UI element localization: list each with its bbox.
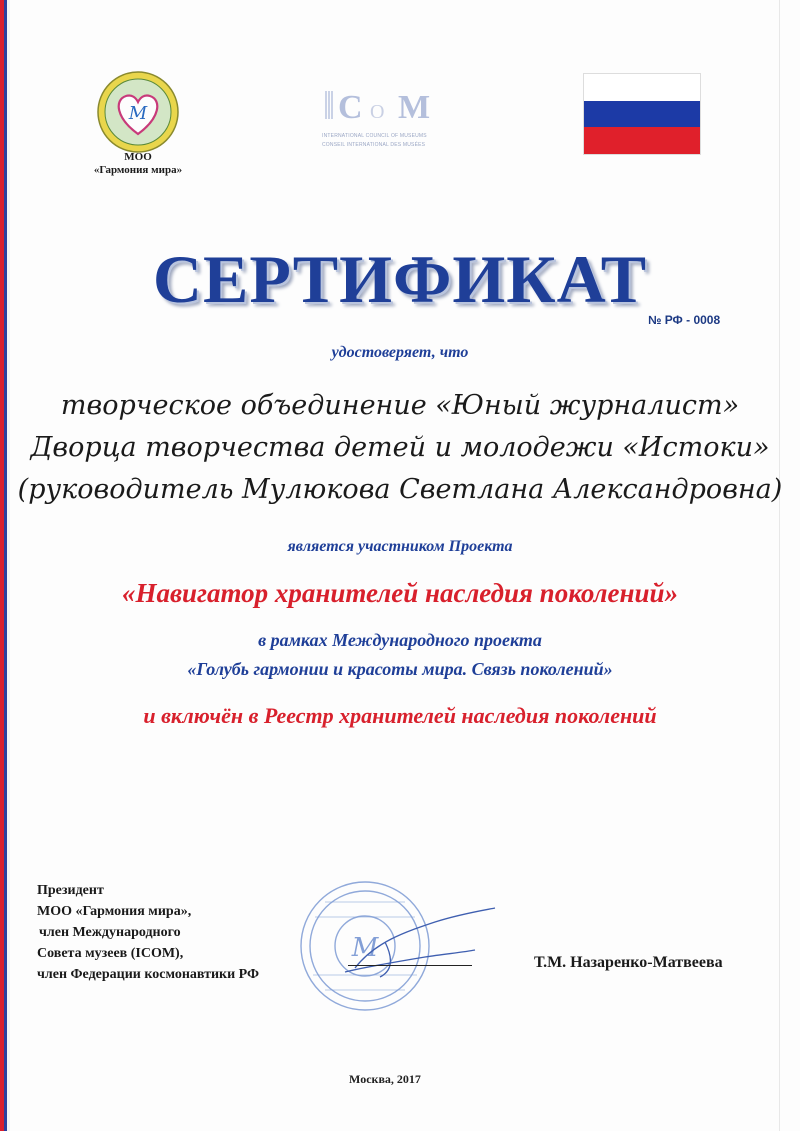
certificate-title: СЕРТИФИКАТ (152, 241, 648, 317)
recipient-line1: творческое объединение «Юный журналист» (60, 390, 740, 421)
right-edge-line (779, 0, 780, 1131)
svg-text:М: М (351, 933, 379, 963)
within-text: в рамках Международного проекта (258, 630, 542, 650)
signature-line (348, 965, 472, 966)
registry-text: и включён в Реестр хранителей наследия поколений (143, 703, 657, 728)
icom-sub-line2: CONSEIL INTERNATIONAL DES MUSÉES (322, 142, 426, 148)
recipient-line2: Дворца творчества детей и молодежи «Истоки» (30, 432, 770, 463)
icom-sub-line1: INTERNATIONAL COUNCIL OF MUSEUMS (322, 133, 427, 139)
org-name-line1: МОО (124, 151, 152, 163)
city-year: Москва, 2017 (349, 1072, 421, 1086)
left-border-white (7, 0, 10, 1131)
icom-logo (322, 87, 454, 123)
signer-title-line1: Президент (37, 883, 104, 898)
flag-stripe-red (584, 127, 700, 154)
org-logo-emblem (96, 70, 180, 154)
recipient-line3: (руководитель Мулюкова Светлана Александровна) (17, 474, 783, 505)
international-project-name: «Голубь гармонии и красоты мира. Связь поколений» (187, 659, 613, 679)
participant-text: является участником Проекта (287, 538, 513, 555)
signer-title-line3: член Международного (39, 925, 181, 940)
signer-title-line5: член Федерации космонавтики РФ (37, 967, 260, 982)
org-name-line2: «Гармония мира» (93, 164, 183, 176)
svg-text:C: C (338, 89, 369, 123)
russian-flag (584, 74, 700, 154)
flag-stripe-white (584, 74, 700, 101)
signer-titles (37, 880, 259, 985)
signer-name: Т.М. Назаренко-Матвеева (534, 954, 723, 971)
certifies-text: удостоверяет, что (331, 344, 469, 361)
signer-title-line2: МОО «Гармония мира», (37, 904, 192, 919)
signer-title-line4: Совета музеев (ICOM), (37, 946, 184, 961)
flag-stripe-blue (584, 101, 700, 128)
certificate-number: № РФ - 0008 (648, 313, 721, 327)
project-name: «Навигатор хранителей наследия поколений» (121, 578, 679, 608)
official-stamp (285, 872, 505, 1022)
svg-text:O: O (370, 101, 385, 123)
icom-subtitle (322, 132, 456, 150)
org-name (70, 151, 206, 177)
svg-text:M: M (398, 89, 431, 123)
org-logo-letter: М (128, 103, 148, 124)
